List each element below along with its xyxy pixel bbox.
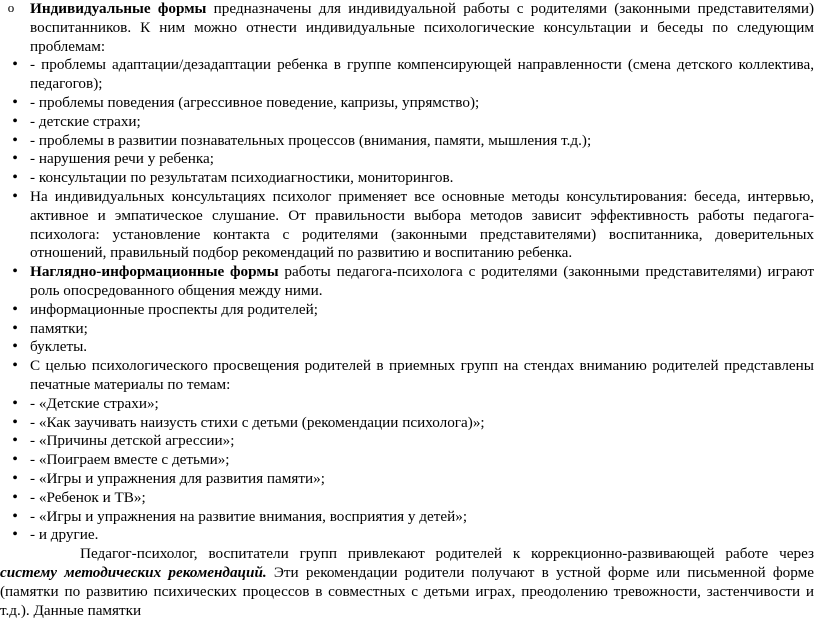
dot-bullet-icon: • <box>12 338 18 356</box>
list-item <box>0 0 816 56</box>
dot-bullet-icon: • <box>12 56 18 74</box>
list-item <box>0 150 816 169</box>
list-item-text: - нарушения речи у ребенка; <box>30 150 214 168</box>
list-item <box>0 301 816 320</box>
list-item-text: На индивидуальных консультациях психолог применяет все основные методы консультирования: беседа, интервью, активное и эмпатическое слушание. От правильности выбора методов зависит эффективность работы педагога-психолога: установление контакта с родителями (законными представителями) воспитанника, доверительных отношений, правильный подбор рекомендаций по развитию и воспитанию ребенка. <box>30 187 814 262</box>
dot-bullet-icon: • <box>12 451 18 469</box>
dot-bullet-icon: • <box>12 263 18 281</box>
list-item <box>0 451 816 470</box>
list-item-text: информационные проспекты для родителей; <box>30 300 319 318</box>
dot-bullet-icon: • <box>12 507 18 525</box>
list-item <box>0 94 816 113</box>
list-item-text: - «Поиграем вместе с детьми»; <box>30 451 230 469</box>
list-item <box>0 113 816 132</box>
list-item-text: предназначены для индивидуальной работы с родителями (законными представителями) воспитанников. К ним можно отнести индивидуальные психологические консультации и беседы по следующим проблемам: <box>30 0 814 55</box>
list-item-text: - «Игры и упражнения на развитие внимания, восприятия у детей»; <box>30 507 468 525</box>
list-item-text: - консультации по результатам психодиагностики, мониторингов. <box>30 169 454 187</box>
list-item-text: - «Игры и упражнения для развития памяти»; <box>30 469 325 487</box>
list-item <box>0 508 816 527</box>
list-item <box>0 395 816 414</box>
list-item <box>0 489 816 508</box>
dot-bullet-icon: • <box>12 469 18 487</box>
list-item-text: - проблемы поведения (агрессивное поведение, капризы, упрямство); <box>30 93 480 111</box>
closing-paragraph <box>0 545 816 620</box>
list-item-text: памятки; <box>30 319 88 337</box>
dot-bullet-icon: • <box>12 488 18 506</box>
dot-bullet-icon: • <box>12 169 18 187</box>
list-item <box>0 188 816 263</box>
list-item-text: - «Детские страхи»; <box>30 394 159 412</box>
dot-bullet-icon: • <box>12 131 18 149</box>
list-item <box>0 414 816 433</box>
list-item-text: С целью психологического просвещения родителей в приемных групп на стендах вниманию родителей представлены печатные материалы по темам: <box>30 357 814 393</box>
list-item-text: - и другие. <box>30 526 99 544</box>
list-item <box>0 320 816 339</box>
dot-bullet-icon: • <box>12 526 18 544</box>
list-item-text: буклеты. <box>30 338 88 356</box>
list-item <box>0 338 816 357</box>
dot-bullet-icon: • <box>12 187 18 205</box>
list-item <box>0 132 816 151</box>
list-item <box>0 169 816 188</box>
list-item <box>0 263 816 301</box>
dot-bullet-icon: • <box>12 357 18 375</box>
list-item <box>0 357 816 395</box>
list-item-text: работы педагога-психолога с родителями (законными представителями) играют роль опосредованного общения между ними. <box>30 263 814 299</box>
list-item-text: - «Ребенок и ТВ»; <box>30 488 146 506</box>
dot-bullet-icon: • <box>12 413 18 431</box>
dot-bullet-icon: • <box>12 150 18 168</box>
dot-bullet-icon: • <box>12 93 18 111</box>
circle-bullet-icon: o <box>7 0 15 15</box>
list-item-text: - «Причины детской агрессии»; <box>30 432 235 450</box>
dot-bullet-icon: • <box>12 300 18 318</box>
closing-text-after: Эти рекомендации родители получают в устной форме или письменной форме (памятки по развитию психических процессов в совместных с детьми играх, преодолению тревожности, застенчивости и т.д.). Данные памятки <box>0 563 814 619</box>
dot-bullet-icon: • <box>12 112 18 130</box>
dot-bullet-icon: • <box>12 432 18 450</box>
dot-bullet-icon: • <box>12 319 18 337</box>
list-item-text: - «Как заучивать наизусть стихи с детьми (рекомендации психолога)»; <box>30 413 485 431</box>
list-item-heading: Индивидуальные формы <box>30 0 207 17</box>
list-item <box>0 470 816 489</box>
list-item <box>0 432 816 451</box>
list-item-text: - проблемы в развитии познавательных процессов (внимания, памяти, мышления т.д.); <box>30 131 592 149</box>
list-item-text: - проблемы адаптации/дезадаптации ребенка в группе компенсирующей направленности (смена детского коллектива, педагогов); <box>30 56 814 93</box>
list-item-text: - детские страхи; <box>30 112 141 130</box>
list-item <box>0 56 816 94</box>
closing-text-before: Педагог-психолог, воспитатели групп привлекают родителей к коррекционно-развивающей работе через <box>80 545 814 563</box>
dot-bullet-icon: • <box>12 394 18 412</box>
list-item <box>0 526 816 545</box>
closing-emphasis: систему методических рекомендаций. <box>0 563 267 581</box>
list-item-heading: Наглядно-информационные формы <box>30 263 279 281</box>
